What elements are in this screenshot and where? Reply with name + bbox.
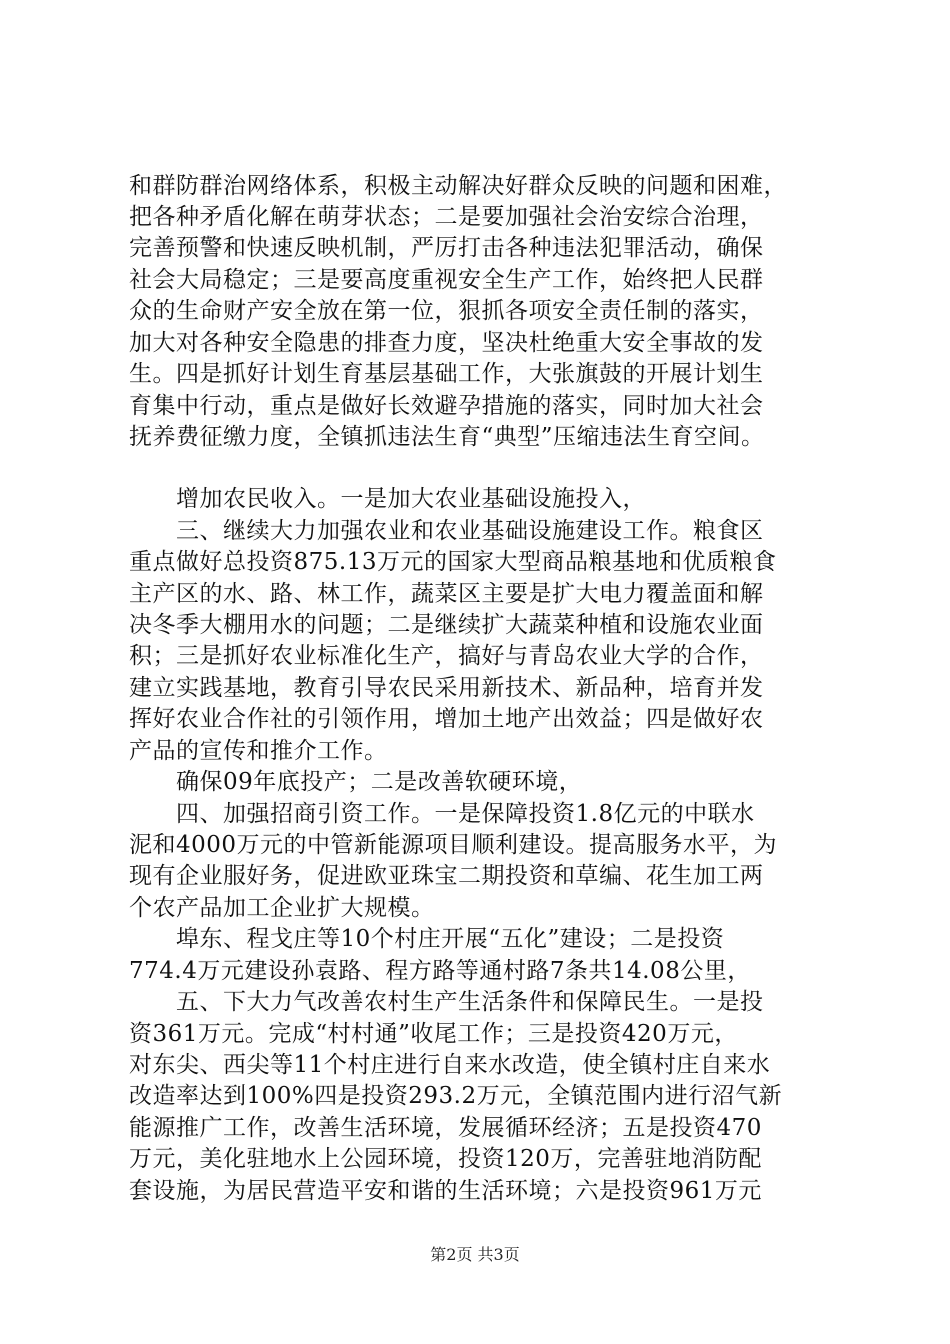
- text-line: 增加农民收入。一是加大农业基础设施投入，: [129, 486, 646, 512]
- text-line: 加大对各种安全隐患的排查力度，坚决杜绝重大安全事故的发: [129, 330, 764, 356]
- text-line: 建立实践基地，教育引导农民采用新技术、新品种，培育并发: [129, 675, 764, 701]
- text-line: 对东尖、西尖等11个村庄进行自来水改造，使全镇村庄自来水: [129, 1052, 771, 1078]
- text-line: 资361万元。完成“村村通”收尾工作；三是投资420万元，: [129, 1021, 738, 1047]
- text-line: 挥好农业合作社的引领作用，增加土地产出效益；四是做好农: [129, 706, 764, 732]
- text-line: 抚养费征缴力度，全镇抓违法生育“典型”压缩违法生育空间。: [129, 424, 765, 450]
- page-footer: 第2页 共3页: [430, 1245, 520, 1264]
- text-line: 和群防群治网络体系，积极主动解决好群众反映的问题和困难，: [129, 173, 787, 199]
- text-line: 个农产品加工企业扩大规模。: [129, 895, 435, 921]
- text-line: 产品的宣传和推介工作。: [129, 738, 388, 764]
- text-line: 泥和4000万元的中管新能源项目顺利建设。提高服务水平，为: [129, 832, 778, 858]
- text-line: 决冬季大棚用水的问题；二是继续扩大蔬菜种植和设施农业面: [129, 612, 764, 638]
- text-line: 万元，美化驻地水上公园环境，投资120万，完善驻地消防配: [129, 1146, 762, 1172]
- text-line: 积；三是抓好农业标准化生产，搞好与青岛农业大学的合作，: [129, 643, 764, 669]
- text-line: 社会大局稳定；三是要高度重视安全生产工作，始终把人民群: [129, 267, 764, 293]
- text-line: 重点做好总投资875.13万元的国家大型商品粮基地和优质粮食: [129, 549, 777, 575]
- text-line: 774.4万元建设孙袁路、程方路等通村路7条共14.08公里，: [129, 958, 751, 984]
- text-line: 能源推广工作，改善生活环境，发展循环经济；五是投资470: [129, 1115, 762, 1141]
- text-line: 五、下大力气改善农村生产生活条件和保障民生。一是投: [129, 989, 764, 1015]
- text-line: 生。四是抓好计划生育基层基础工作，大张旗鼓的开展计划生: [129, 361, 764, 387]
- text-line: 改造率达到100%四是投资293.2万元，全镇范围内进行沼气新: [129, 1083, 783, 1109]
- text-line: 把各种矛盾化解在萌芽状态；二是要加强社会治安综合治理，: [129, 204, 764, 230]
- text-line: 埠东、程戈庄等10个村庄开展“五化”建设；二是投资: [129, 926, 725, 952]
- text-line: 现有企业服好务，促进欧亚珠宝二期投资和草编、花生加工两: [129, 863, 764, 889]
- text-line: 众的生命财产安全放在第一位，狠抓各项安全责任制的落实，: [129, 298, 764, 324]
- text-line: 四、加强招商引资工作。一是保障投资1.8亿元的中联水: [129, 801, 755, 827]
- text-line: 完善预警和快速反映机制，严厉打击各种违法犯罪活动，确保: [129, 235, 764, 261]
- text-line: 育集中行动，重点是做好长效避孕措施的落实，同时加大社会: [129, 393, 764, 419]
- text-line: 主产区的水、路、林工作，蔬菜区主要是扩大电力覆盖面和解: [129, 581, 764, 607]
- text-line: 三、继续大力加强农业和农业基础设施建设工作。粮食区: [129, 518, 764, 544]
- text-line: 套设施，为居民营造平安和谐的生活环境；六是投资961万元: [129, 1178, 762, 1204]
- text-line: 确保09年底投产；二是改善软硬环境，: [129, 769, 583, 795]
